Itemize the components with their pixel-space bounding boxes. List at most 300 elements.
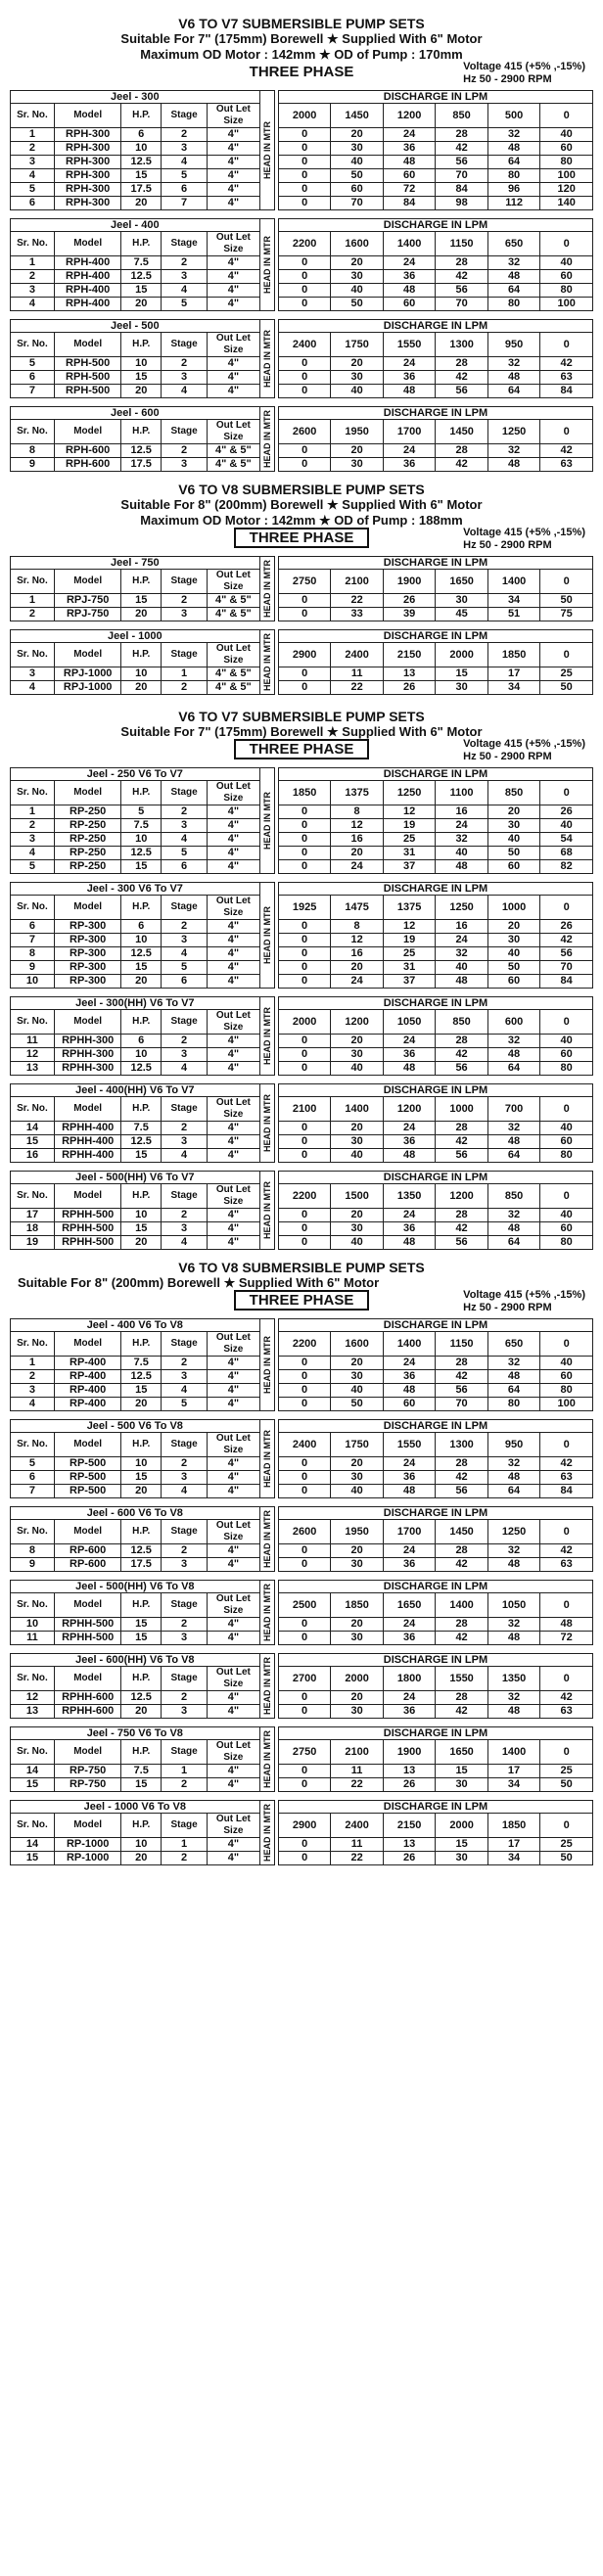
hp-cell: 12.5 <box>121 270 162 284</box>
head-value-cell: 24 <box>383 1122 435 1135</box>
head-value-cell: 48 <box>383 284 435 298</box>
voltage-info <box>463 1289 585 1314</box>
group-title: Jeel - 400 <box>11 219 260 232</box>
hp-cell: 20 <box>121 197 162 210</box>
head-value-cell: 16 <box>436 920 487 934</box>
discharge-value: 1850 <box>278 781 330 805</box>
outlet-cell: 4" <box>208 1357 260 1370</box>
head-value-cell: 80 <box>487 169 539 183</box>
outlet-cell: 4" <box>208 805 260 819</box>
stage-cell: 4 <box>162 1236 208 1250</box>
head-value-cell: 40 <box>331 284 383 298</box>
table-row <box>11 920 593 934</box>
hp-cell: 20 <box>121 975 162 989</box>
hp-cell: 12.5 <box>121 1135 162 1149</box>
outlet-cell: 4" <box>208 1838 260 1852</box>
head-value-cell: 0 <box>278 256 330 270</box>
head-value-cell: 56 <box>540 947 593 961</box>
discharge-value: 1200 <box>436 1184 487 1209</box>
head-value-cell: 0 <box>278 833 330 847</box>
head-value-cell: 56 <box>436 1384 487 1398</box>
pump-table <box>10 406 593 472</box>
group-title: Jeel - 600 <box>11 407 260 420</box>
stage-cell: 3 <box>162 1471 208 1485</box>
pump-table <box>10 1506 593 1572</box>
discharge-title: DISCHARGE IN LPM <box>278 91 592 104</box>
table-row <box>11 934 593 947</box>
head-value-cell: 100 <box>540 1398 593 1411</box>
outlet-cell: 4" & 5" <box>208 667 260 681</box>
head-value-cell: 20 <box>331 1035 383 1048</box>
head-value-cell: 0 <box>278 1544 330 1558</box>
outlet-cell: 4" <box>208 1035 260 1048</box>
sr-no-header: Sr. No. <box>11 1010 55 1035</box>
model-cell: RPH-300 <box>54 183 120 197</box>
outlet-cell: 4" & 5" <box>208 444 260 458</box>
sr-no-cell: 4 <box>11 681 55 695</box>
discharge-value: 1350 <box>487 1667 539 1691</box>
model-cell: RPHH-600 <box>54 1691 120 1705</box>
head-value-cell: 64 <box>487 284 539 298</box>
pump-table <box>10 1800 593 1865</box>
pump-section <box>10 1260 593 1865</box>
table-header-row <box>11 1801 593 1814</box>
head-value-cell: 60 <box>487 975 539 989</box>
model-header: Model <box>54 1010 120 1035</box>
head-value-cell: 25 <box>383 947 435 961</box>
discharge-value: 1250 <box>487 420 539 444</box>
head-value-cell: 26 <box>383 681 435 695</box>
discharge-value: 1000 <box>487 896 539 920</box>
table-row <box>11 371 593 385</box>
hp-header: H.P. <box>121 1010 162 1035</box>
stage-cell: 3 <box>162 458 208 472</box>
outlet-header: Out Let Size <box>208 781 260 805</box>
head-value-cell: 50 <box>331 1398 383 1411</box>
pump-section <box>10 16 593 472</box>
head-value-cell: 56 <box>436 1236 487 1250</box>
sr-no-cell: 7 <box>11 1485 55 1498</box>
table-row <box>11 270 593 284</box>
head-value-cell: 12 <box>331 819 383 833</box>
sr-no-cell: 1 <box>11 1357 55 1370</box>
phase-text: THREE PHASE <box>234 1290 370 1311</box>
stage-header: Stage <box>162 333 208 357</box>
table-header-row <box>11 1507 593 1520</box>
head-value-cell: 64 <box>487 385 539 398</box>
head-value-cell: 20 <box>487 920 539 934</box>
hp-cell: 17.5 <box>121 183 162 197</box>
sr-no-header: Sr. No. <box>11 1593 55 1618</box>
sr-no-cell: 2 <box>11 819 55 833</box>
outlet-cell: 4" <box>208 156 260 169</box>
section-subtitle-2: Maximum OD Motor : 142mm ★ OD of Pump : 170mm <box>140 47 463 62</box>
head-value-cell: 32 <box>487 128 539 142</box>
head-value-cell: 13 <box>383 667 435 681</box>
head-value-cell: 24 <box>383 1209 435 1222</box>
outlet-cell: 4" <box>208 169 260 183</box>
head-value-cell: 0 <box>278 947 330 961</box>
discharge-value: 1150 <box>436 1332 487 1357</box>
model-cell: RPJ-1000 <box>54 681 120 695</box>
discharge-value: 2000 <box>331 1667 383 1691</box>
outlet-cell: 4" <box>208 1632 260 1645</box>
outlet-header: Out Let Size <box>208 643 260 667</box>
pump-table <box>10 90 593 210</box>
head-value-cell: 40 <box>540 1035 593 1048</box>
head-value-cell: 64 <box>487 1384 539 1398</box>
group-title: Jeel - 250 V6 To V7 <box>11 768 260 781</box>
stage-cell: 3 <box>162 1558 208 1572</box>
table-row <box>11 385 593 398</box>
sr-no-cell: 1 <box>11 594 55 608</box>
table-row <box>11 819 593 833</box>
head-value-cell: 0 <box>278 1618 330 1632</box>
head-value-cell: 36 <box>383 1370 435 1384</box>
head-value-cell: 30 <box>331 1048 383 1062</box>
discharge-value: 950 <box>487 333 539 357</box>
head-value-cell: 39 <box>383 608 435 621</box>
phase-row <box>10 738 593 762</box>
sr-no-header: Sr. No. <box>11 1667 55 1691</box>
sr-no-cell: 3 <box>11 1384 55 1398</box>
discharge-value: 1250 <box>436 896 487 920</box>
hp-header: H.P. <box>121 1097 162 1122</box>
sr-no-header: Sr. No. <box>11 420 55 444</box>
group-title: Jeel - 500(HH) V6 To V8 <box>11 1581 260 1593</box>
outlet-header: Out Let Size <box>208 1814 260 1838</box>
stage-cell: 2 <box>162 1544 208 1558</box>
head-value-cell: 50 <box>487 847 539 860</box>
outlet-cell: 4" <box>208 1691 260 1705</box>
head-in-mtr-label <box>259 557 274 621</box>
table-header-row <box>11 1084 593 1097</box>
head-value-cell: 51 <box>487 608 539 621</box>
discharge-value: 1400 <box>383 1332 435 1357</box>
table-row <box>11 1398 593 1411</box>
hp-cell: 17.5 <box>121 1558 162 1572</box>
head-value-cell: 24 <box>436 819 487 833</box>
sr-no-cell: 7 <box>11 385 55 398</box>
head-value-cell: 32 <box>487 444 539 458</box>
discharge-title: DISCHARGE IN LPM <box>278 1319 592 1332</box>
head-value-cell: 30 <box>487 819 539 833</box>
sr-no-cell: 1 <box>11 128 55 142</box>
head-label-text: HEAD IN MTR <box>261 792 272 850</box>
head-value-cell: 42 <box>436 1471 487 1485</box>
table-header-row <box>11 557 593 570</box>
model-cell: RPHH-400 <box>54 1122 120 1135</box>
discharge-value: 1900 <box>383 1740 435 1765</box>
discharge-value: 1400 <box>383 232 435 256</box>
head-value-cell: 31 <box>383 847 435 860</box>
discharge-value: 1300 <box>436 1433 487 1457</box>
phase-text: THREE PHASE <box>234 528 370 548</box>
discharge-value: 1850 <box>487 1814 539 1838</box>
voltage-info <box>463 527 585 552</box>
hp-cell: 15 <box>121 169 162 183</box>
table-row <box>11 1236 593 1250</box>
head-in-mtr-label <box>259 407 274 472</box>
head-value-cell: 20 <box>331 1357 383 1370</box>
head-value-cell: 84 <box>383 197 435 210</box>
model-cell: RPH-500 <box>54 357 120 371</box>
sr-no-cell: 13 <box>11 1705 55 1719</box>
head-value-cell: 40 <box>540 1209 593 1222</box>
stage-cell: 3 <box>162 608 208 621</box>
head-value-cell: 12 <box>383 920 435 934</box>
head-value-cell: 11 <box>331 1838 383 1852</box>
sr-no-cell: 6 <box>11 920 55 934</box>
group-title: Jeel - 500 V6 To V8 <box>11 1420 260 1433</box>
table-row <box>11 1632 593 1645</box>
stage-header: Stage <box>162 781 208 805</box>
pump-section <box>10 482 593 695</box>
head-value-cell: 24 <box>383 444 435 458</box>
head-in-mtr-label <box>259 219 274 311</box>
head-value-cell: 13 <box>383 1838 435 1852</box>
hz-text: Hz 50 - 2900 RPM <box>463 751 552 762</box>
head-in-mtr-label <box>259 1801 274 1865</box>
sr-no-cell: 6 <box>11 197 55 210</box>
head-value-cell: 50 <box>331 169 383 183</box>
head-in-mtr-label <box>259 1319 274 1411</box>
model-cell: RPHH-500 <box>54 1236 120 1250</box>
stage-cell: 2 <box>162 1778 208 1792</box>
head-value-cell: 40 <box>331 1149 383 1163</box>
model-cell: RP-600 <box>54 1544 120 1558</box>
outlet-header: Out Let Size <box>208 1332 260 1357</box>
hp-cell: 12.5 <box>121 1544 162 1558</box>
head-value-cell: 48 <box>487 1370 539 1384</box>
head-value-cell: 42 <box>540 444 593 458</box>
stage-cell: 3 <box>162 1048 208 1062</box>
model-header: Model <box>54 104 120 128</box>
head-value-cell: 0 <box>278 371 330 385</box>
head-value-cell: 36 <box>383 1048 435 1062</box>
model-header: Model <box>54 1184 120 1209</box>
outlet-cell: 4" <box>208 1236 260 1250</box>
head-in-mtr-label <box>259 997 274 1076</box>
discharge-value: 0 <box>540 1010 593 1035</box>
discharge-value: 2400 <box>278 333 330 357</box>
hp-cell: 12.5 <box>121 1691 162 1705</box>
table-row <box>11 1544 593 1558</box>
stage-cell: 4 <box>162 1062 208 1076</box>
sr-no-header: Sr. No. <box>11 333 55 357</box>
hp-cell: 12.5 <box>121 1370 162 1384</box>
discharge-value: 1650 <box>436 570 487 594</box>
head-value-cell: 28 <box>436 1691 487 1705</box>
pump-table <box>10 882 593 989</box>
table-header-row <box>11 1654 593 1667</box>
outlet-cell: 4" <box>208 1062 260 1076</box>
outlet-cell: 4" <box>208 142 260 156</box>
table-row <box>11 667 593 681</box>
model-cell: RPH-400 <box>54 284 120 298</box>
head-value-cell: 70 <box>540 961 593 975</box>
section-title: V6 TO V8 SUBMERSIBLE PUMP SETS <box>178 482 425 497</box>
outlet-header: Out Let Size <box>208 570 260 594</box>
head-value-cell: 0 <box>278 860 330 874</box>
head-value-cell: 64 <box>487 1149 539 1163</box>
head-value-cell: 40 <box>331 1485 383 1498</box>
outlet-header: Out Let Size <box>208 1184 260 1209</box>
table-row <box>11 1135 593 1149</box>
hp-header: H.P. <box>121 1740 162 1765</box>
head-value-cell: 36 <box>383 1632 435 1645</box>
head-in-mtr-label <box>259 1581 274 1645</box>
head-value-cell: 72 <box>540 1632 593 1645</box>
hp-cell: 15 <box>121 1471 162 1485</box>
outlet-cell: 4" <box>208 298 260 311</box>
sr-no-cell: 2 <box>11 608 55 621</box>
model-header: Model <box>54 232 120 256</box>
head-value-cell: 40 <box>331 1236 383 1250</box>
table-header-row <box>11 630 593 643</box>
head-value-cell: 24 <box>331 975 383 989</box>
discharge-value: 1250 <box>383 781 435 805</box>
head-value-cell: 12 <box>331 934 383 947</box>
head-label-text: HEAD IN MTR <box>261 330 272 388</box>
discharge-value: 1150 <box>436 232 487 256</box>
sr-no-cell: 9 <box>11 961 55 975</box>
discharge-title: DISCHARGE IN LPM <box>278 1507 592 1520</box>
discharge-title: DISCHARGE IN LPM <box>278 768 592 781</box>
table-header-row <box>11 91 593 104</box>
head-value-cell: 64 <box>487 156 539 169</box>
head-in-mtr-label <box>259 1172 274 1250</box>
hp-header: H.P. <box>121 333 162 357</box>
head-value-cell: 70 <box>436 298 487 311</box>
stage-header: Stage <box>162 570 208 594</box>
head-in-mtr-label <box>259 91 274 210</box>
sr-no-cell: 13 <box>11 1062 55 1076</box>
table-row <box>11 1558 593 1572</box>
sr-no-header: Sr. No. <box>11 643 55 667</box>
head-value-cell: 19 <box>383 819 435 833</box>
model-cell: RPH-500 <box>54 371 120 385</box>
head-in-mtr-label <box>259 1084 274 1163</box>
outlet-cell: 4" <box>208 1222 260 1236</box>
head-value-cell: 17 <box>487 1838 539 1852</box>
head-value-cell: 36 <box>383 142 435 156</box>
hp-cell: 15 <box>121 284 162 298</box>
discharge-value: 2900 <box>278 643 330 667</box>
hp-cell: 7.5 <box>121 256 162 270</box>
model-cell: RP-750 <box>54 1765 120 1778</box>
discharge-value: 650 <box>487 232 539 256</box>
table-header-row <box>11 997 593 1010</box>
head-value-cell: 48 <box>487 270 539 284</box>
model-cell: RPHH-500 <box>54 1632 120 1645</box>
head-value-cell: 56 <box>436 1149 487 1163</box>
hp-cell: 7.5 <box>121 1122 162 1135</box>
head-value-cell: 60 <box>540 1048 593 1062</box>
head-value-cell: 22 <box>331 594 383 608</box>
table-row <box>11 947 593 961</box>
discharge-value: 850 <box>487 1184 539 1209</box>
table-row <box>11 681 593 695</box>
head-value-cell: 0 <box>278 1558 330 1572</box>
head-value-cell: 20 <box>331 961 383 975</box>
outlet-cell: 4" <box>208 284 260 298</box>
outlet-cell: 4" <box>208 270 260 284</box>
head-value-cell: 15 <box>436 1765 487 1778</box>
discharge-value: 1300 <box>436 333 487 357</box>
sr-no-cell: 14 <box>11 1122 55 1135</box>
head-value-cell: 25 <box>540 1765 593 1778</box>
head-value-cell: 19 <box>383 934 435 947</box>
voltage-text: Voltage 415 (+5% ,-15%) <box>463 527 585 538</box>
hz-text: Hz 50 - 2900 RPM <box>463 1302 552 1313</box>
head-value-cell: 50 <box>540 594 593 608</box>
head-value-cell: 63 <box>540 458 593 472</box>
discharge-value: 2100 <box>331 570 383 594</box>
model-header: Model <box>54 1814 120 1838</box>
sr-no-cell: 19 <box>11 1236 55 1250</box>
head-value-cell: 8 <box>331 805 383 819</box>
stage-cell: 4 <box>162 156 208 169</box>
hp-cell: 15 <box>121 860 162 874</box>
discharge-value: 1350 <box>383 1184 435 1209</box>
head-value-cell: 0 <box>278 1236 330 1250</box>
sr-no-cell: 7 <box>11 934 55 947</box>
head-value-cell: 24 <box>383 1691 435 1705</box>
discharge-value: 2900 <box>278 1814 330 1838</box>
stage-cell: 2 <box>162 805 208 819</box>
hp-cell: 7.5 <box>121 1357 162 1370</box>
outlet-cell: 4" <box>208 1122 260 1135</box>
sr-no-cell: 8 <box>11 1544 55 1558</box>
table-row <box>11 444 593 458</box>
outlet-cell: 4" <box>208 385 260 398</box>
table-row <box>11 1122 593 1135</box>
group-title: Jeel - 1000 <box>11 630 260 643</box>
head-value-cell: 48 <box>487 142 539 156</box>
head-value-cell: 50 <box>540 1778 593 1792</box>
head-value-cell: 42 <box>436 1370 487 1384</box>
model-header: Model <box>54 1593 120 1618</box>
model-cell: RP-500 <box>54 1485 120 1498</box>
head-value-cell: 42 <box>436 371 487 385</box>
discharge-title: DISCHARGE IN LPM <box>278 630 592 643</box>
head-value-cell: 48 <box>436 860 487 874</box>
hp-cell: 20 <box>121 1236 162 1250</box>
stage-header: Stage <box>162 1814 208 1838</box>
stage-header: Stage <box>162 104 208 128</box>
sr-no-cell: 15 <box>11 1778 55 1792</box>
head-value-cell: 0 <box>278 1632 330 1645</box>
sr-no-cell: 11 <box>11 1632 55 1645</box>
discharge-value: 1550 <box>383 1433 435 1457</box>
stage-header: Stage <box>162 232 208 256</box>
model-cell: RP-400 <box>54 1398 120 1411</box>
stage-header: Stage <box>162 1010 208 1035</box>
model-cell: RPJ-1000 <box>54 667 120 681</box>
discharge-value: 2400 <box>331 643 383 667</box>
head-value-cell: 11 <box>331 667 383 681</box>
head-value-cell: 48 <box>487 371 539 385</box>
discharge-value: 2000 <box>278 104 330 128</box>
head-label-text: HEAD IN MTR <box>261 1181 272 1239</box>
table-row <box>11 1048 593 1062</box>
discharge-value: 1250 <box>487 1520 539 1544</box>
table-header-row <box>11 407 593 420</box>
head-value-cell: 40 <box>540 1122 593 1135</box>
hp-cell: 20 <box>121 298 162 311</box>
head-value-cell: 63 <box>540 1558 593 1572</box>
